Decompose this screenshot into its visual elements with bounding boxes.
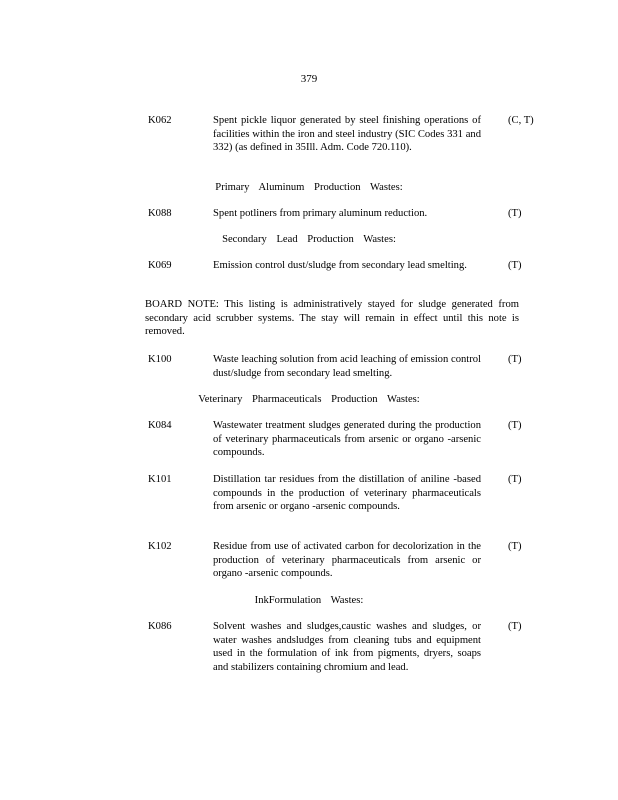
waste-code: K102 (148, 541, 172, 552)
waste-code: K088 (148, 208, 172, 219)
waste-description: Residue from use of activated carbon for decolorization in the production of veterinary pharmaceuticals from arsenic or organo -arsenic compounds. (213, 541, 481, 580)
waste-code: K062 (148, 115, 172, 126)
waste-code: K101 (148, 474, 172, 485)
board-note: BOARD NOTE: This listing is administratively stayed for sludge generated from secondary acid scrubber systems. The stay will remain in effect until this note is removed. (145, 299, 519, 338)
waste-description: Solvent washes and sludges,caustic washes and sludges, or water washes andsludges from cleaning tubs and equipment used in the formulation of ink from pigments, dryers, soaps and stabilizers containing chromium and lead. (213, 621, 481, 673)
hazard-code: (T) (508, 420, 522, 431)
waste-description: Spent potliners from primary aluminum reduction. (213, 208, 428, 219)
waste-code: K086 (148, 621, 172, 632)
waste-description: Distillation tar residues from the distillation of aniline -based compounds in the production of veterinary pharmaceuticals from arsenic or organo -arsenic compounds. (213, 474, 481, 513)
section-heading-veterinary: Veterinary Pharmaceuticals Production Wastes: (198, 394, 420, 405)
hazard-code: (T) (508, 621, 522, 632)
hazard-code: (T) (508, 541, 522, 552)
hazard-code: (T) (508, 354, 522, 365)
hazard-code: (T) (508, 474, 522, 485)
waste-description: Spent pickle liquor generated by steel finishing operations of facilities within the iron and steel industry (SIC Codes 331 and 332) (as defined in 35Ill. Adm. Code 720.110). (213, 115, 481, 154)
waste-description: Wastewater treatment sludges generated during the production of veterinary pharmaceuticals from arsenic or organo -arsenic compounds. (213, 420, 481, 459)
section-heading-primary-aluminum: Primary Aluminum Production Wastes: (215, 182, 403, 193)
waste-code: K084 (148, 420, 172, 431)
hazard-code: (T) (508, 260, 522, 271)
waste-description: Emission control dust/sludge from secondary lead smelting. (213, 260, 467, 271)
waste-description: Waste leaching solution from acid leaching of emission control dust/sludge from secondary lead smelting. (213, 354, 481, 379)
section-heading-secondary-lead: Secondary Lead Production Wastes: (222, 234, 396, 245)
page-number: 379 (300, 73, 318, 85)
hazard-code: (C, T) (508, 115, 534, 126)
waste-code: K100 (148, 354, 172, 365)
hazard-code: (T) (508, 208, 522, 219)
waste-code: K069 (148, 260, 172, 271)
section-heading-ink: InkFormulation Wastes: (254, 595, 364, 606)
